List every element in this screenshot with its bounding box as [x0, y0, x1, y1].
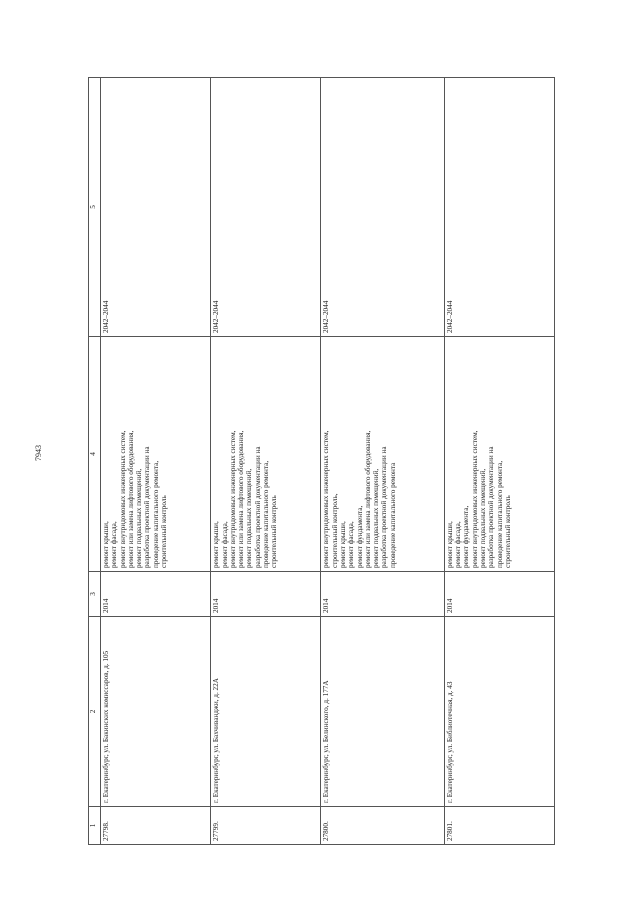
- work-item: ремонт крыши,: [339, 521, 347, 568]
- work-item: ремонт подвальных помещений,: [135, 468, 144, 568]
- address-cell: г. Екатеринбург, ул. Бакинских комиссаров, д. 105: [101, 617, 211, 807]
- column-number-header: 5: [89, 78, 101, 337]
- column-number-header: 1: [89, 807, 101, 845]
- work-item: ремонт подвальных помещений,: [372, 468, 381, 568]
- work-item: разработка проектной документации на: [487, 446, 496, 568]
- page-number: 7943: [34, 445, 43, 461]
- row-number-cell: 27801.: [444, 807, 554, 845]
- work-item: ремонт внутридомовых инженерных систем,: [322, 430, 331, 568]
- work-item: разработка проектной документации на: [253, 446, 262, 568]
- column-number-header: 2: [89, 617, 101, 807]
- column-number-header: 3: [89, 572, 101, 617]
- column-number-row: [89, 78, 101, 845]
- work-item: ремонт фасада,: [110, 521, 119, 568]
- row-number-cell: 27798.: [101, 807, 211, 845]
- work-item: ремонт внутридомовых инженерных систем,: [470, 430, 479, 568]
- table-row: [321, 78, 444, 845]
- work-item: разработка проектной документации на: [380, 446, 389, 568]
- work-item: ремонт или замена лифтового оборудования,: [126, 430, 135, 568]
- work-item: ремонт фасада,: [347, 521, 356, 568]
- works-cell: [444, 337, 554, 572]
- work-item: ремонт фундамента,: [355, 505, 364, 568]
- work-item: ремонт внутридомовых инженерных систем,: [228, 430, 237, 568]
- works-cell: [321, 337, 444, 572]
- work-item: ремонт крыши,: [445, 521, 454, 568]
- work-item: строительный контроль: [270, 495, 279, 568]
- column-number-header: 4: [89, 337, 101, 572]
- period-cell: 2042–2044: [444, 78, 554, 337]
- work-item: строительный контроль: [160, 495, 169, 568]
- work-item: ремонт или замена лифтового оборудования,: [363, 430, 372, 568]
- work-item: ремонт фундамента,: [462, 505, 471, 568]
- work-item: строительный контроль: [503, 495, 512, 568]
- work-item: ремонт крыши,: [212, 521, 221, 568]
- work-item: проведение капитального ремонта,: [495, 460, 504, 568]
- work-item: ремонт фасада,: [454, 521, 463, 568]
- address-cell: г. Екатеринбург, ул. Библиотечная, д. 43: [444, 617, 554, 807]
- table-body: [101, 78, 555, 845]
- work-item: строительный контроль,: [330, 493, 339, 568]
- work-item: проведение капитального ремонта,: [151, 460, 160, 568]
- period-cell: 2042–2044: [101, 78, 211, 337]
- work-item: ремонт или замена лифтового оборудования,: [237, 430, 246, 568]
- work-item: проведение капитального ремонта,: [261, 460, 270, 568]
- table-row: [211, 78, 321, 845]
- period-cell: 2042–2044: [211, 78, 321, 337]
- table-row: [444, 78, 554, 845]
- year-cell: 2014: [211, 572, 321, 617]
- repair-schedule-table: [88, 77, 555, 845]
- work-item: ремонт внутридомовых инженерных систем,: [118, 430, 127, 568]
- work-item: ремонт подвальных помещений,: [245, 468, 254, 568]
- work-item: проведение капитального ремонта: [388, 462, 397, 568]
- period-cell: 2042–2044: [321, 78, 444, 337]
- address-cell: г. Екатеринбург, ул. Бахчиванджи, д. 22А: [211, 617, 321, 807]
- row-number-cell: 27799.: [211, 807, 321, 845]
- row-number-cell: 27800.: [321, 807, 444, 845]
- work-item: разработка проектной документации на: [143, 446, 152, 568]
- works-cell: [211, 337, 321, 572]
- work-item: ремонт подвальных помещений,: [478, 468, 487, 568]
- repair-schedule-table-wrap: [88, 77, 555, 845]
- table-row: [101, 78, 211, 845]
- works-cell: [101, 337, 211, 572]
- work-item: ремонт фасада,: [220, 521, 229, 568]
- year-cell: 2014: [101, 572, 211, 617]
- address-cell: г. Екатеринбург, ул. Белинского, д. 177А: [321, 617, 444, 807]
- year-cell: 2014: [321, 572, 444, 617]
- year-cell: 2014: [444, 572, 554, 617]
- work-item: ремонт крыши,: [102, 521, 110, 568]
